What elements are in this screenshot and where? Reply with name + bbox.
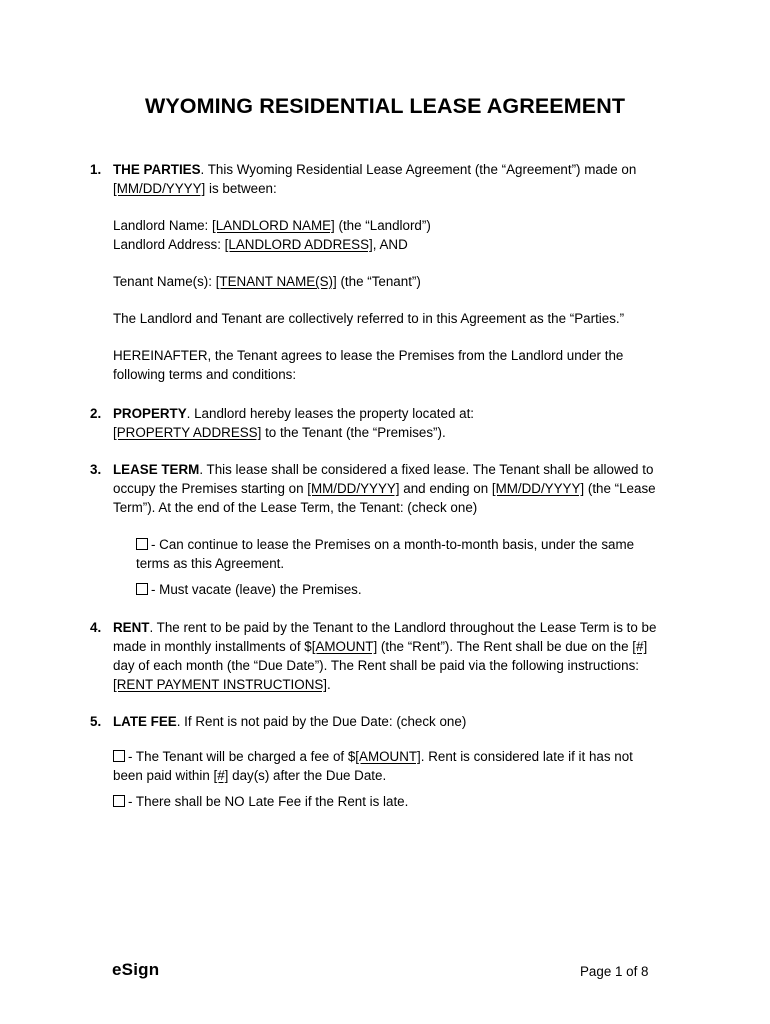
section-text: . If Rent is not paid by the Due Date: (check one) (176, 714, 467, 729)
lease-term-options (136, 535, 690, 599)
section-heading: THE PARTIES (113, 162, 201, 177)
section-text: (the “Rent”). The Rent shall be due on the (377, 639, 633, 654)
section-number: 2. (90, 406, 102, 421)
option-text: - There shall be NO Late Fee if the Rent is late. (128, 794, 409, 809)
section-heading: LATE FEE (113, 714, 177, 729)
section-text: . (327, 677, 331, 692)
section-text: to the Tenant (the “Premises”). (261, 425, 446, 440)
section-text: . This lease shall be considered a fixed lease. The Tenant shall be allowed to (199, 462, 654, 477)
late-fee-charged-checkbox[interactable] (113, 750, 125, 762)
landlord-name-label: Landlord Name: (113, 218, 212, 233)
option-text: - Must vacate (leave) the Premises. (151, 582, 362, 597)
option-text: - The Tenant will be charged a fee of $ (128, 749, 356, 764)
section-text: . Landlord hereby leases the property located at: (186, 406, 475, 421)
section-text: Term”). At the end of the Lease Term, the Tenant: (check one) (113, 500, 478, 515)
option-text: been paid within (113, 768, 214, 783)
section-parties (90, 160, 690, 384)
section-text: is between: (205, 181, 277, 196)
section-text: (the “Landlord”) (334, 218, 431, 233)
section-text: (the “Lease (584, 481, 656, 496)
must-vacate-checkbox[interactable] (136, 583, 148, 595)
esign-logo: eSign (112, 960, 160, 979)
section-heading: PROPERTY (113, 406, 187, 421)
option-text: . Rent is considered late if it has not (420, 749, 633, 764)
section-heading: RENT (113, 620, 150, 635)
landlord-address-field[interactable]: [LANDLORD ADDRESS] (224, 237, 373, 252)
rent-amount-field[interactable]: [AMOUNT] (311, 639, 378, 654)
agreement-date-field[interactable]: [MM/DD/YYYY] (113, 181, 206, 196)
option-text: - Can continue to lease the Premises on a month-to-month basis, under the same (151, 537, 635, 552)
section-late-fee (90, 712, 690, 811)
lease-end-date-field[interactable]: [MM/DD/YYYY] (491, 481, 585, 496)
option-text: terms as this Agreement. (136, 556, 285, 571)
section-text: (the “Tenant”) (336, 274, 421, 289)
hereinafter-text: HEREINAFTER, the Tenant agrees to lease the Premises from the Landlord under the (113, 348, 624, 363)
no-late-fee-checkbox[interactable] (113, 795, 125, 807)
landlord-address-label: Landlord Address: (113, 237, 225, 252)
section-number: 5. (90, 714, 102, 729)
tenant-name-field[interactable]: [TENANT NAME(S)] (215, 274, 337, 289)
section-text: . The rent to be paid by the Tenant to the Landlord throughout the Lease Term is to be (149, 620, 657, 635)
section-text: , AND (372, 237, 408, 252)
rent-due-day-field[interactable]: [#] (632, 639, 648, 654)
section-text: made in monthly installments of $ (113, 639, 312, 654)
option-text: day(s) after the Due Date. (228, 768, 387, 783)
rent-payment-instructions-field[interactable]: [RENT PAYMENT INSTRUCTIONS] (113, 677, 328, 692)
section-heading: LEASE TERM (113, 462, 200, 477)
section-text: and ending on (399, 481, 492, 496)
landlord-name-field[interactable]: [LANDLORD NAME] (212, 218, 335, 233)
section-rent (90, 618, 690, 694)
section-number: 1. (90, 162, 102, 177)
month-to-month-checkbox[interactable] (136, 538, 148, 550)
late-days-field[interactable]: [#] (213, 768, 229, 783)
document-title: WYOMING RESIDENTIAL LEASE AGREEMENT (144, 94, 626, 118)
section-number: 4. (90, 620, 102, 635)
section-lease-term (90, 460, 690, 599)
tenant-name-label: Tenant Name(s): (113, 274, 216, 289)
section-text: . This Wyoming Residential Lease Agreement (the “Agreement”) made on (200, 162, 637, 177)
parties-collective-text: The Landlord and Tenant are collectively referred to in this Agreement as the “Parties.” (113, 311, 625, 326)
hereinafter-text: following terms and conditions: (113, 367, 297, 382)
lease-start-date-field[interactable]: [MM/DD/YYYY] (307, 481, 400, 496)
property-address-field[interactable]: [PROPERTY ADDRESS] (113, 425, 262, 440)
section-text: day of each month (the “Due Date”). The Rent shall be paid via the following instructions: (113, 658, 639, 673)
page-number: Page 1 of 8 (580, 964, 649, 979)
late-fee-amount-field[interactable]: [AMOUNT] (355, 749, 421, 764)
section-number: 3. (90, 462, 102, 477)
section-property (90, 404, 690, 442)
section-text: occupy the Premises starting on (113, 481, 308, 496)
